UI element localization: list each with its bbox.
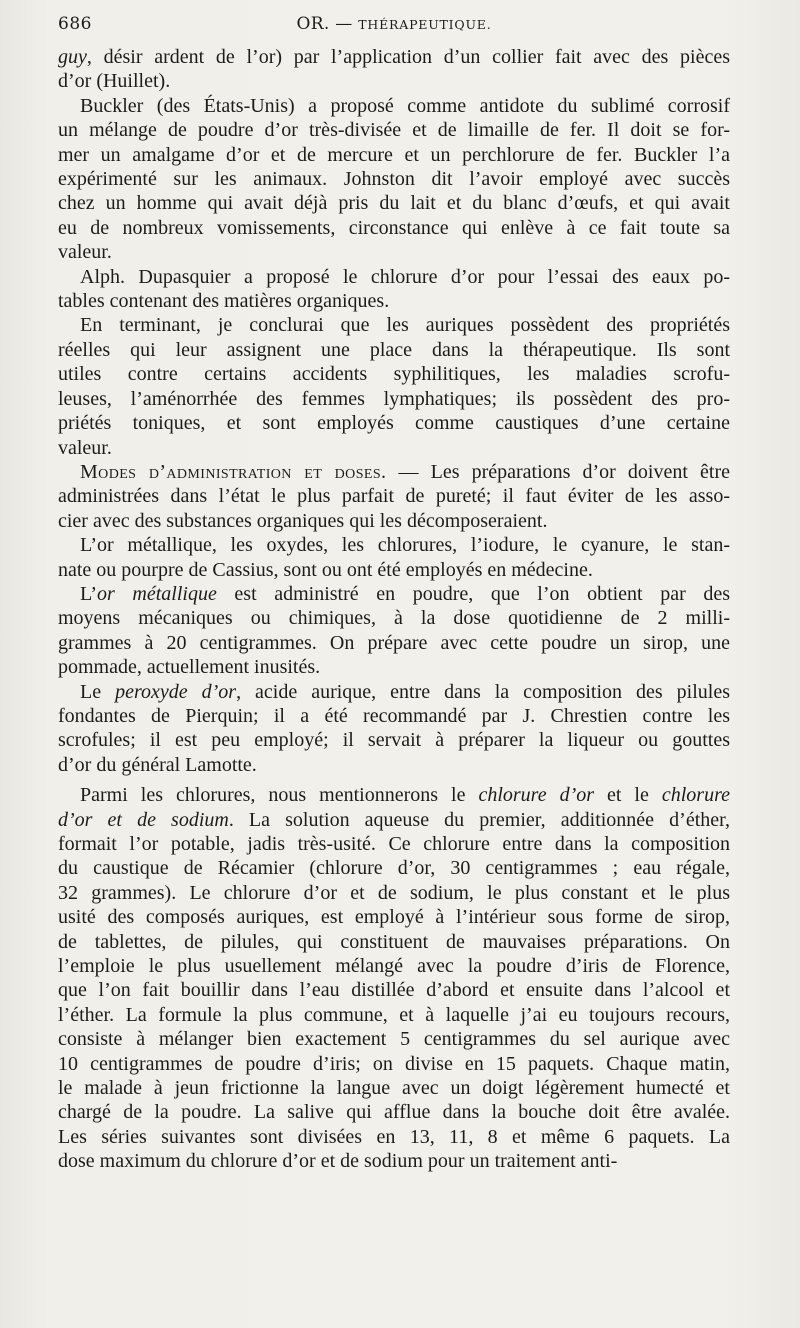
body-text [58,45,730,1174]
page-header [58,14,730,38]
text-line: tables contenant des matières organiques. [58,290,390,313]
running-head [58,14,730,34]
paragraph [58,460,730,533]
running-head-title: OR. [296,14,330,34]
text-line: le malade à jeun frictionne la langue avec un doigt légèrement humecté et [58,1077,730,1100]
text-line: leuses, l’aménorrhée des femmes lymphatiques; ils possèdent des pro- [58,387,730,410]
text-line: scrofules; il est peu employé; il servait à préparer la liqueur ou gouttes [58,729,730,752]
text-line: l’emploie le plus usuellement mélangé avec la poudre d’iris de Florence, [58,955,730,978]
text-line: Modes d’administration et doses. — Les préparations d’or doivent être [80,460,730,483]
text-line: mer un amalgame d’or et de mercure et un perchlorure de fer. Buckler l’a [58,143,730,166]
text-line: consiste à mélanger bien exactement 5 centigrammes du sel aurique avec [58,1028,730,1051]
text-line: guy, désir ardent de l’or) par l’application d’un collier fait avec des pièces [58,46,730,68]
paragraph [58,45,730,94]
text-line: un mélange de poudre d’or très-divisée et de limaille de fer. Il doit se for- [58,119,730,142]
text-line: l’éther. La formule la plus commune, et à laquelle j’ai eu toujours recours, [58,1003,730,1026]
text-line: formait l’or potable, jadis très-usité. Ce chlorure entre dans la composition [58,833,730,855]
running-head-dash: — [329,14,359,34]
paragraph [58,265,730,314]
text-line: L’or métallique, les oxydes, les chlorures, l’iodure, le cyanure, le stan- [80,534,730,557]
text-line: expérimenté sur les animaux. Johnston dit l’avoir employé avec succès [58,168,730,191]
text-line: de tablettes, de pilules, qui constituent de mauvaises préparations. On [58,930,730,953]
text-line: pommade, actuellement inusités. [58,656,321,679]
text-line: eu de nombreux vomissements, circonstance qui enlève à ce fait toute sa [58,216,730,239]
paragraph [58,582,730,680]
text-line: Alph. Dupasquier a proposé le chlorure d’or pour l’essai des eaux po- [80,265,730,288]
text-line: valeur. [58,436,112,459]
text-line: utiles contre certains accidents syphilitiques, les maladies scrofu- [58,363,730,386]
paragraph [58,783,730,1174]
text-line: Les séries suivantes sont divisées en 13, 11, 8 et même 6 paquets. La [58,1125,730,1148]
page-number: 686 [58,14,92,34]
paragraph [58,680,730,778]
text-line: Le peroxyde d’or, acide aurique, entre dans la composition des pilules [80,680,730,703]
text-line: chez un homme qui avait déjà pris du lait et du blanc d’œufs, et qui avait [58,192,730,215]
text-line: réelles qui leur assignent une place dans la thérapeutique. Ils sont [58,338,730,361]
text-line: cier avec des substances organiques qui les décomposeraient. [58,509,548,532]
text-line: du caustique de Récamier (chlorure d’or, 30 centigrammes ; eau régale, [58,857,730,880]
text-line: d’or (Huillet). [58,70,171,93]
text-line: que l’on fait bouillir dans l’eau distillée d’abord et ensuite dans l’alcool et [58,979,730,1002]
text-line: fondantes de Pierquin; il a été recommandé par J. Chrestien contre les [58,704,730,727]
paragraph [58,533,730,582]
text-line: dose maximum du chlorure d’or et de sodium pour un traitement anti- [58,1150,618,1173]
text-line: En terminant, je conclurai que les auriques possèdent des propriétés [80,314,730,337]
text-line: usité des composés auriques, est employé à l’intérieur sous forme de sirop, [58,906,730,929]
text-line: nate ou pourpre de Cassius, sont ou ont été employés en médecine. [58,558,593,581]
text-line: moyens mécaniques ou chimiques, à la dose quotidienne de 2 milli- [58,607,730,630]
text-line: administrées dans l’état le plus parfait de pureté; il faut éviter de les asso- [58,485,730,508]
text-line: Buckler (des États-Unis) a proposé comme antidote du sublimé corrosif [80,94,730,117]
text-line: d’or du général Lamotte. [58,753,257,776]
text-line: 10 centigrammes de poudre d’iris; on divise en 15 paquets. Chaque matin, [58,1052,730,1075]
text-line: Parmi les chlorures, nous mentionnerons le chlorure d’or et le chlorure [80,784,730,807]
text-line: chargé de la poudre. La salive qui afflue dans la bouche doit être avalée. [58,1101,730,1124]
paragraph [58,94,730,265]
text-line: priétés toniques, et sont employés comme caustiques d’une certaine [58,412,730,435]
paragraph [58,313,730,459]
text-line: grammes à 20 centigrammes. On prépare avec cette poudre un sirop, une [58,631,730,654]
running-head-section: THÉRAPEUTIQUE. [358,17,492,32]
text-line: L’or métallique est administré en poudre, que l’on obtient par des [80,582,730,605]
text-line: d’or et de sodium. La solution aqueuse du premier, additionnée d’éther, [58,808,730,831]
text-line: valeur. [58,241,112,264]
text-line: 32 grammes). Le chlorure d’or et de sodium, le plus constant et le plus [58,881,730,904]
